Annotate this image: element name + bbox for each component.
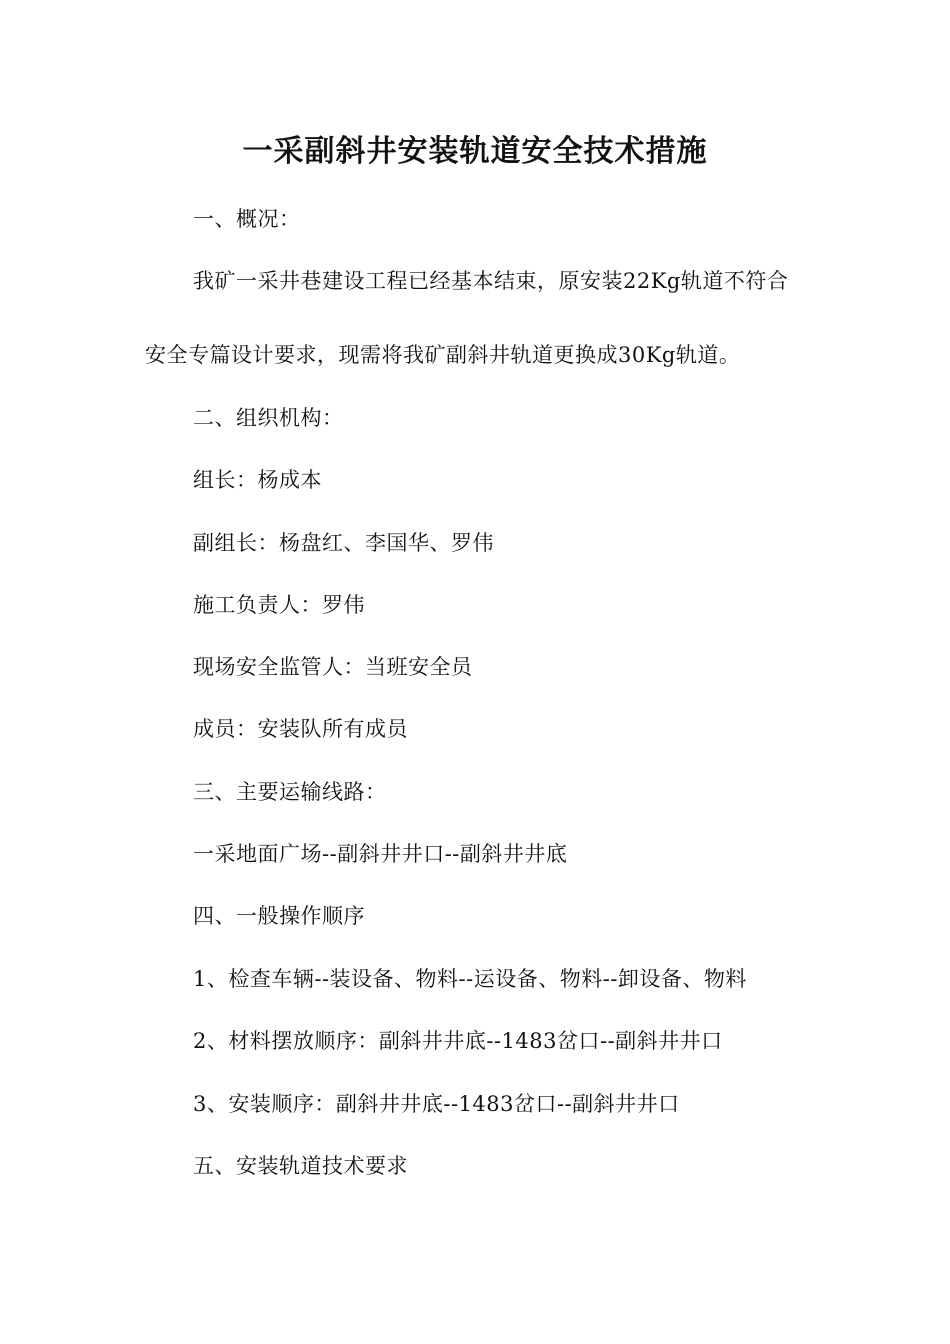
paragraph-line: 我矿一采井巷建设工程已经基本结束，原安装22Kg轨道不符合 <box>193 269 789 293</box>
list-item: 2、材料摆放顺序：副斜井井底--1483岔口--副斜井井口 <box>193 1029 723 1053</box>
section-heading-operation: 四、一般操作顺序 <box>193 904 365 928</box>
list-item: 组长：杨成本 <box>193 468 322 492</box>
section-heading-organization: 二、组织机构： <box>193 406 344 430</box>
section-heading-overview: 一、概况： <box>193 207 301 231</box>
paragraph-line: 一采地面广场--副斜井井口--副斜井井底 <box>193 842 568 866</box>
list-item: 3、安装顺序：副斜井井底--1483岔口--副斜井井口 <box>193 1092 680 1116</box>
section-heading-requirements: 五、安装轨道技术要求 <box>193 1154 408 1178</box>
list-item: 成员：安装队所有成员 <box>193 717 408 741</box>
section-heading-transport: 三、主要运输线路： <box>193 780 387 804</box>
list-item: 副组长：杨盘红、李国华、罗伟 <box>193 531 494 555</box>
list-item: 现场安全监管人：当班安全员 <box>193 655 473 679</box>
list-item: 1、检查车辆--装设备、物料--运设备、物料--卸设备、物料 <box>193 967 747 991</box>
document-title: 一采副斜井安装轨道安全技术措施 <box>242 134 708 169</box>
list-item: 施工负责人：罗伟 <box>193 593 365 617</box>
paragraph-line: 安全专篇设计要求，现需将我矿副斜井轨道更换成30Kg轨道。 <box>145 343 741 367</box>
